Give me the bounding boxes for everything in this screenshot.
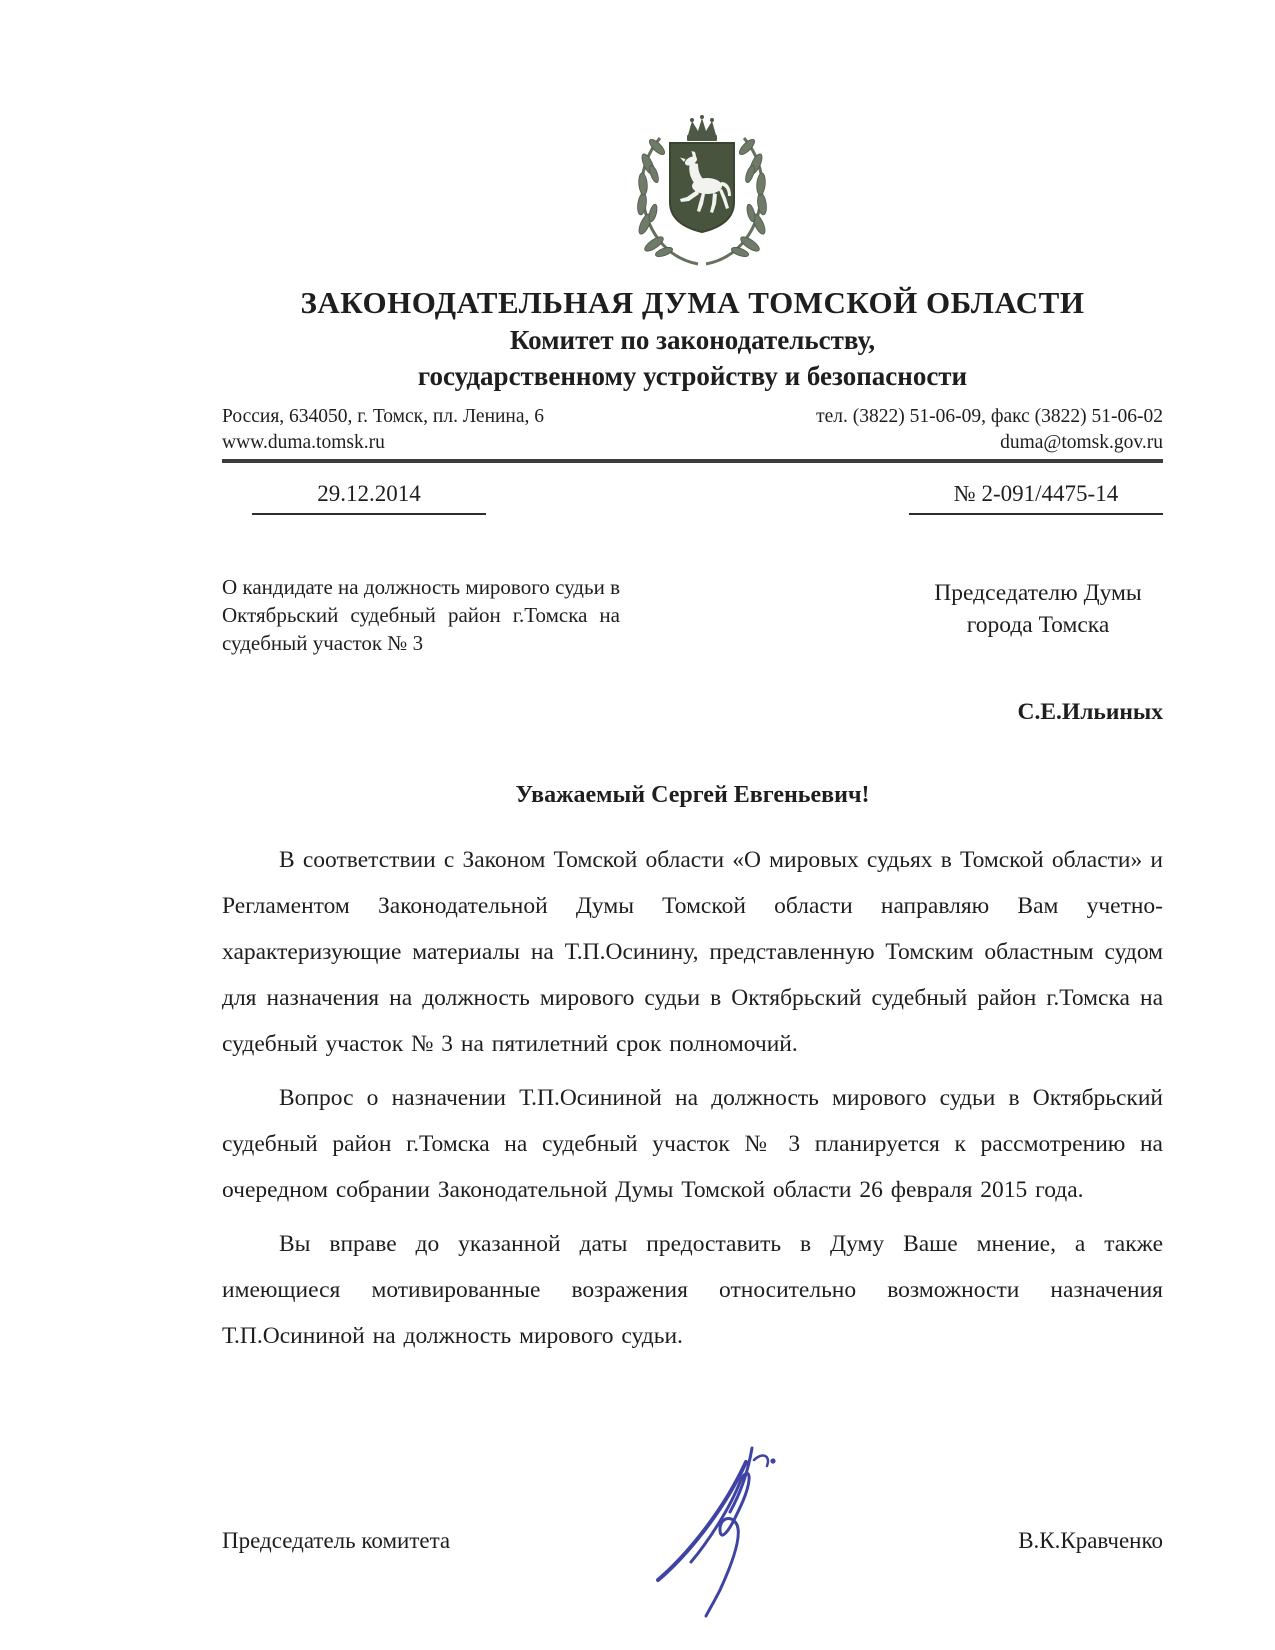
body-paragraph-1: В соответствии с Законом Томской области «О мировых судьях в Томской области» и Регламентом Законодательной Думы Томской области направляю Вам учетно-характеризующие материалы на Т.П.Осинину, представленную Томским областным судом для назначения на должность мирового судьи в Октябрьский судебный район г.Томска на судебный участок № 3 на пятилетний срок полномочий. — [222, 847, 1163, 1057]
postal-address: Россия, 634050, г. Томск, пл. Ленина, 6 — [222, 406, 545, 427]
subject-addressee-block — [222, 573, 1163, 657]
reference-row — [222, 479, 1163, 515]
letterhead-contacts — [222, 404, 1163, 456]
signer-position-title: Председатель комитета — [222, 1528, 451, 1553]
letter-body — [222, 837, 1163, 1359]
letter-number: № 2-091/4475-14 — [909, 479, 1163, 515]
addressee-line2: города Томска — [966, 612, 1110, 638]
letter-date: 29.12.2014 — [252, 479, 486, 515]
body-paragraph-3: Вы вправе до указанной даты предоставить в Думу Ваше мнение, а также имеющиеся мотивированные возражения относительно возможности назначения Т.П.Осининой на должность мирового судьи. — [222, 1231, 1163, 1349]
letterhead-divider — [222, 459, 1163, 463]
letter-subject: О кандидате на должность мирового судьи в Октябрьский судебный район г.Томска на судебный участок № 3 — [222, 575, 620, 655]
signer-name: В.К.Кравченко — [1018, 1528, 1163, 1553]
addressee-name: С.Е.Ильиных — [1017, 699, 1163, 725]
phone-fax: тел. (3822) 51-06-09, факс (3822) 51-06-02 — [816, 406, 1163, 427]
salutation: Уважаемый Сергей Евгеньевич! — [515, 782, 870, 808]
organization-name: ЗАКОНОДАТЕЛЬНАЯ ДУМА ТОМСКОЙ ОБЛАСТИ — [300, 285, 1085, 320]
addressee-line1: Председателю Думы — [934, 580, 1142, 606]
handwritten-signature-icon — [636, 1428, 806, 1638]
tomsk-oblast-coat-of-arms-icon — [612, 112, 792, 274]
crown-icon — [687, 115, 717, 141]
body-paragraph-2: Вопрос о назначении Т.П.Осининой на должность мирового судьи в Октябрьский судебный район г.Томска на судебный участок № 3 планируется к рассмотрению на очередном собрании Законодательной Думы Томской области 26 февраля 2015 года. — [222, 1085, 1163, 1203]
committee-name-line1: Комитет по законодательству, — [509, 325, 876, 355]
website: www.duma.tomsk.ru — [222, 432, 385, 453]
addressee-block — [913, 577, 1163, 657]
email: duma@tomsk.gov.ru — [1000, 432, 1163, 453]
committee-name-line2: государственному устройству и безопасности — [417, 361, 968, 391]
